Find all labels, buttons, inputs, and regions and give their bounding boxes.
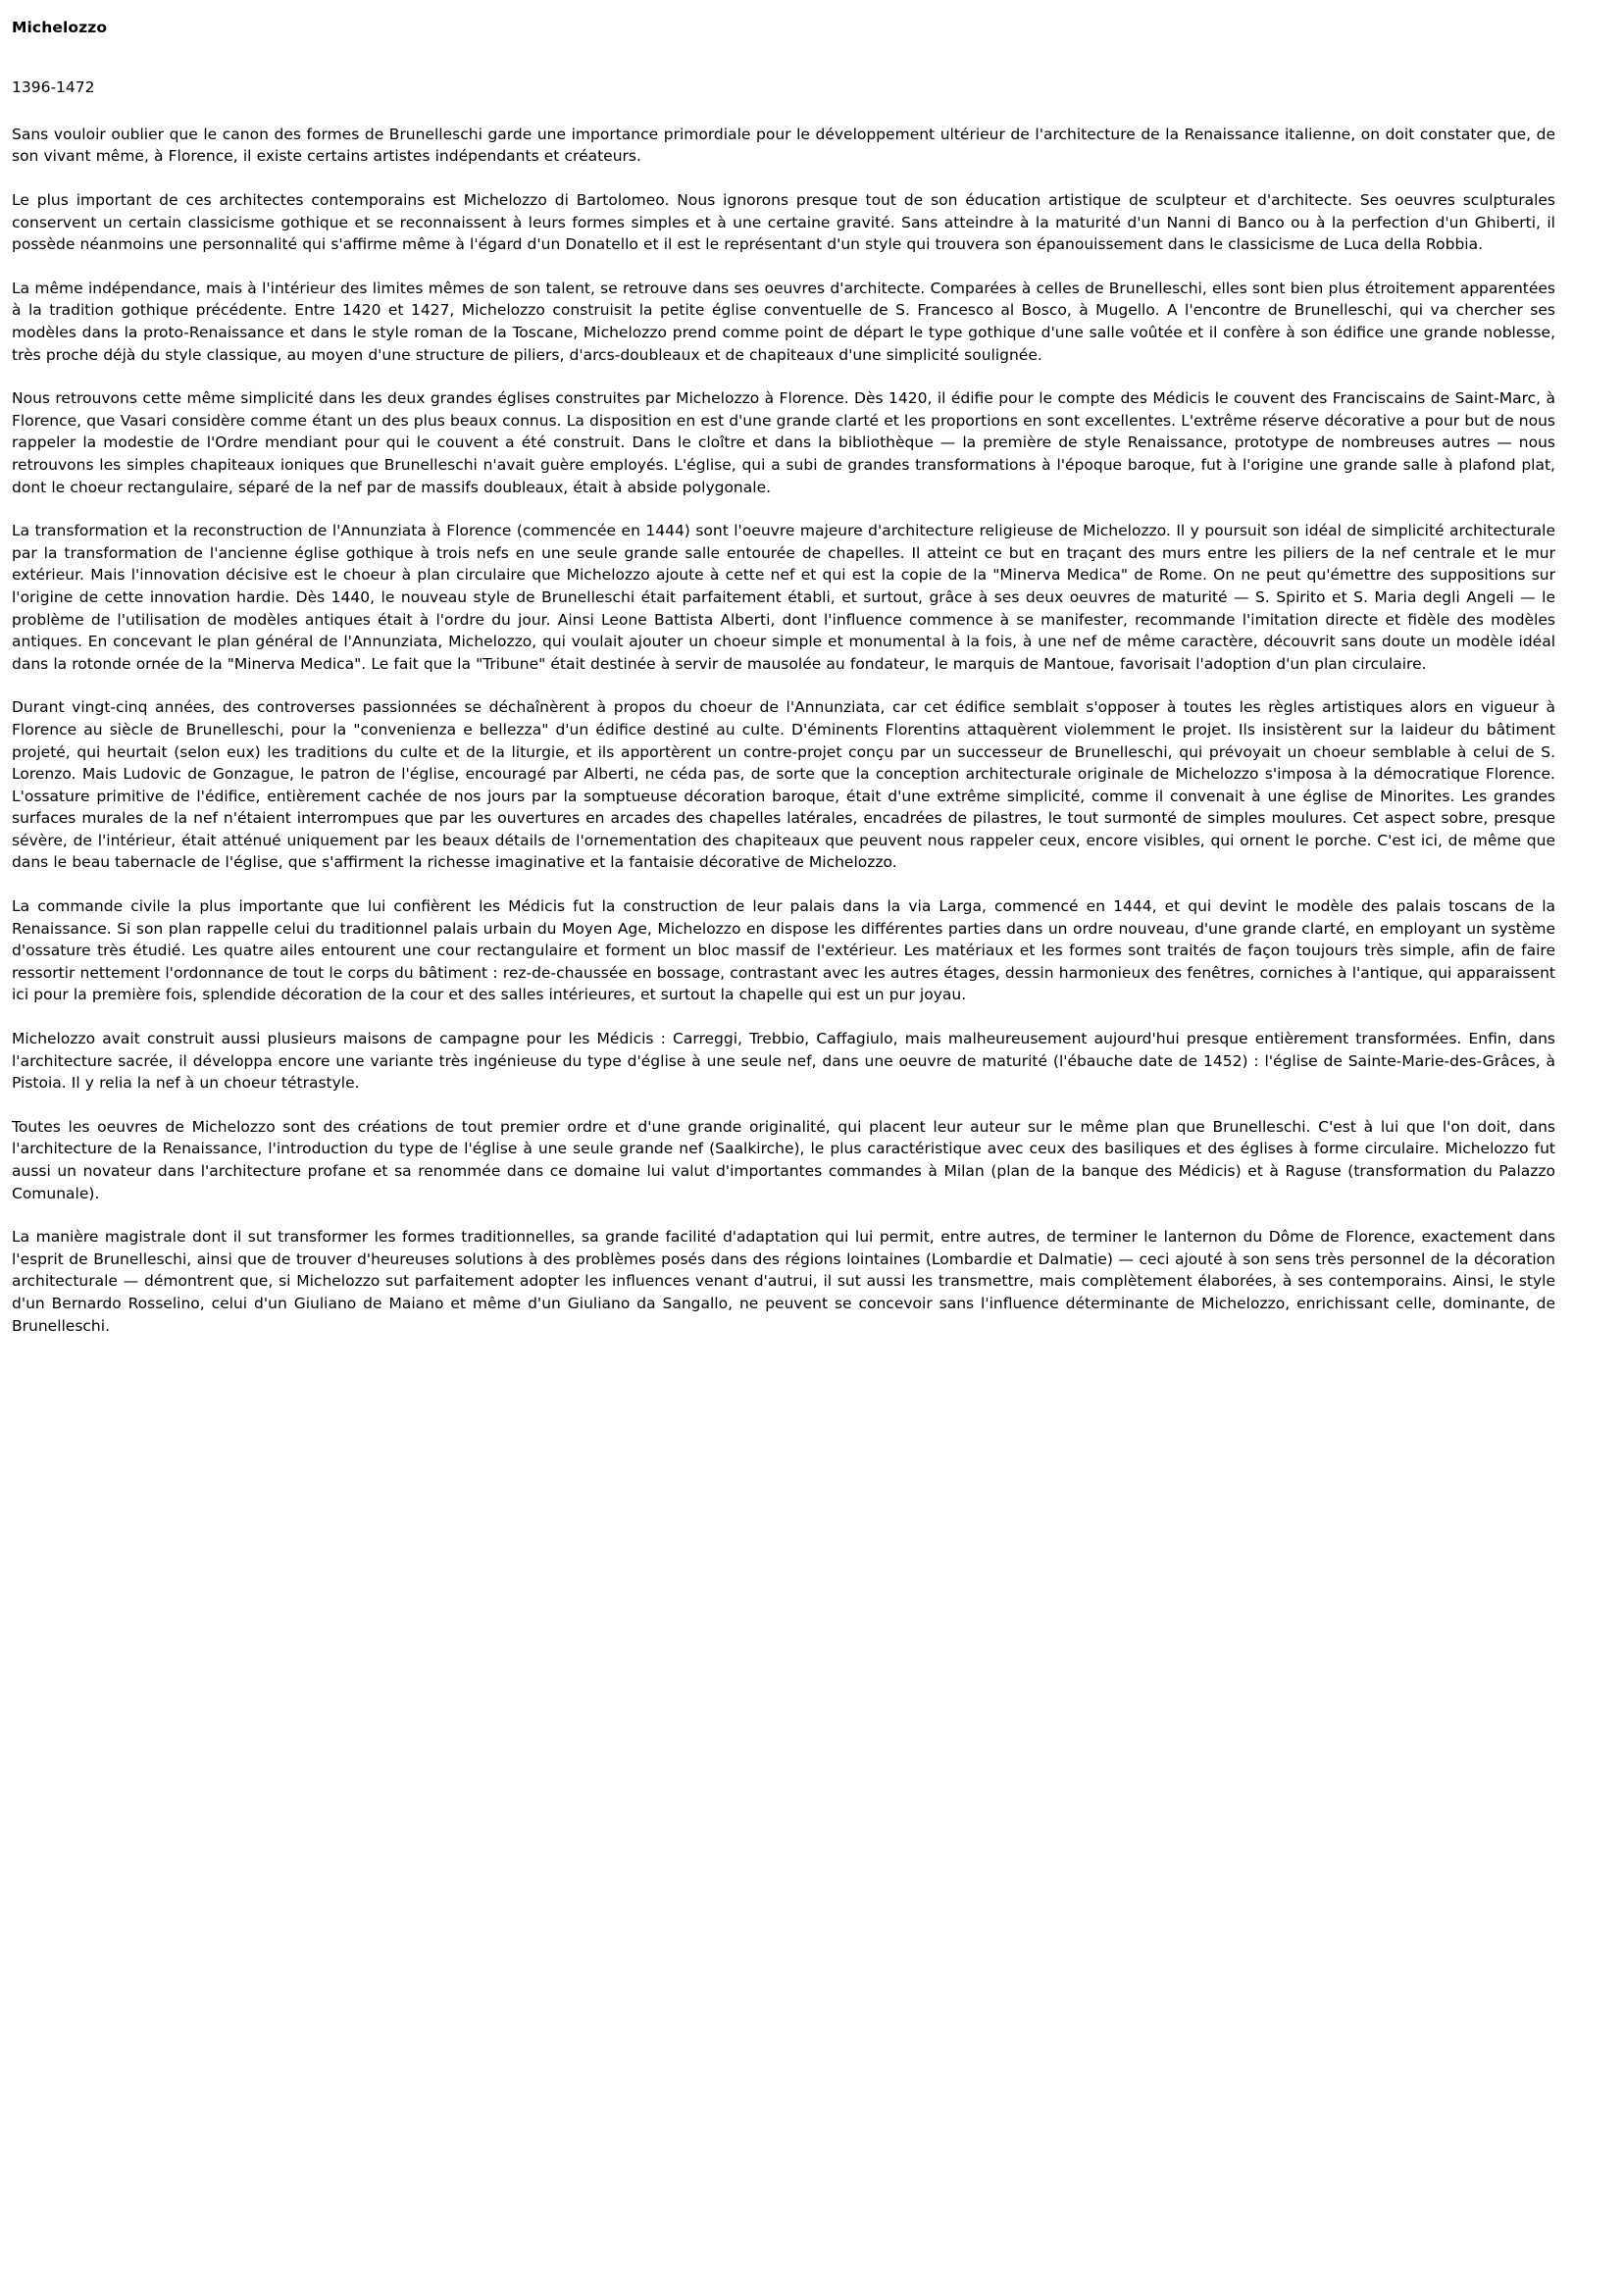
paragraph: Michelozzo avait construit aussi plusieurs maisons de campagne pour les Médicis : Carreggi, Trebbio, Caffagiulo, mais malheureusement aujourd'hui presque entièrement transformées. Enfin, dans l'architecture sacrée, il développa encore une variante très ingénieuse du type d'église à une seule nef, dans une oeuvre de maturité (l'ébauche date de 1452) : l'église de Sainte-Marie-des-Grâces, à Pistoia. Il y relia la nef à un choeur tétrastyle. <box>12 1030 1555 1093</box>
paragraph: La même indépendance, mais à l'intérieur des limites mêmes de son talent, se retrouve dans ses oeuvres d'architecte. Comparées à celles de Brunelleschi, elles sont bien plus étroitement apparentées à la tradition gothique précédente. Entre 1420 et 1427, Michelozzo construisit la petite église conventuelle de S. Francesco al Bosco, à Mugello. A l'encontre de Brunelleschi, qui va chercher ses modèles dans la proto-Renaissance et dans le style roman de la Toscane, Michelozzo prend comme point de départ le type gothique d'une salle voûtée et il confère à son édifice une grande noblesse, très proche déjà du style classique, au moyen d'une structure de piliers, d'arcs-doubleaux et de chapiteaux d'une simplicité soulignée. <box>12 279 1555 364</box>
document-body <box>12 124 1555 1337</box>
paragraph: La commande civile la plus importante que lui confièrent les Médicis fut la construction de leur palais dans la via Larga, commencé en 1444, et qui devint le modèle des palais toscans de la Renaissance. Si son plan rappelle celui du traditionnel palais urbain du Moyen Age, Michelozzo en dispose les différentes parties dans un ordre nouveau, d'une grande clarté, en employant un système d'ossature très étudié. Les quatre ailes entourent une cour rectangulaire et forment un bloc massif de l'extérieur. Les matériaux et les formes sont traités de façon toujours très simple, afin de faire ressortir nettement l'ordonnance de tout le corps du bâtiment : rez-de-chaussée en bossage, contrastant avec les autres étages, dessin harmonieux des fenêtres, corniches à l'antique, qui apparaissent ici pour la première fois, splendide décoration de la cour et des salles intérieures, et surtout la chapelle qui est un pur joyau. <box>12 897 1555 1004</box>
lifespan-dates: 1396-1472 <box>12 77 95 96</box>
paragraph: Sans vouloir oublier que le canon des formes de Brunelleschi garde une importance primordiale pour le développement ultérieur de l'architecture de la Renaissance italienne, on doit constater que, de son vivant même, à Florence, il existe certains artistes indépendants et créateurs. <box>12 125 1555 166</box>
paragraph: La manière magistrale dont il sut transformer les formes traditionnelles, sa grande facilité d'adaptation qui lui permit, entre autres, de terminer le lanternon du Dôme de Florence, exactement dans l'esprit de Brunelleschi, ainsi que de trouver d'heureuses solutions à des problèmes posés dans des régions lointaines (Lombardie et Dalmatie) — ceci ajouté à son sens très personnel de la décoration architecturale — démontrent que, si Michelozzo sut parfaitement adopter les influences venant d'autrui, il sut aussi les transmettre, mais complètement élaborées, à ses contemporains. Ainsi, le style d'un Bernardo Rosselino, celui d'un Giuliano de Maiano et même d'un Giuliano da Sangallo, ne peuvent se concevoir sans l'influence déterminante de Michelozzo, enrichissant celle, dominante, de Brunelleschi. <box>12 1228 1555 1335</box>
paragraph: Durant vingt-cinq années, des controverses passionnées se déchaînèrent à propos du choeur de l'Annunziata, car cet édifice semblait s'opposer à toutes les règles artistiques alors en vigueur à Florence au siècle de Brunelleschi, pour la "convenienza e bellezza" d'un édifice destiné au culte. D'éminents Florentins attaquèrent violemment le projet. Ils insistèrent sur la laideur du bâtiment projeté, qui heurtait (selon eux) les traditions du culte et de la liturgie, et ils apportèrent un contre-projet conçu par un successeur de Brunelleschi, qui prévoyait un choeur semblable à celui de S. Lorenzo. Mais Ludovic de Gonzague, le patron de l'église, encouragé par Alberti, ne céda pas, de sorte que la conception architecturale originale de Michelozzo s'imposa à la démocratique Florence. L'ossature primitive de l'édifice, entièrement cachée de nos jours par la somptueuse décoration baroque, était d'une extrême simplicité, comme il convenait à une église de Minorites. Les grandes surfaces murales de la nef n'étaient interrompues que par les ouvertures en arcades des chapelles latérales, encadrées de pilastres, le tout surmonté de simples moulures. Cet aspect sobre, presque sévère, de l'intérieur, était atténué uniquement par les beaux détails de l'ornementation des chapiteaux que peuvent nous rappeler ceux, encore visibles, qui ornent le porche. C'est ici, de même que dans le beau tabernacle de l'église, que s'affirment la richesse imaginative et la fantaisie décorative de Michelozzo. <box>12 698 1555 872</box>
paragraph: Nous retrouvons cette même simplicité dans les deux grandes églises construites par Michelozzo à Florence. Dès 1420, il édifie pour le compte des Médicis le couvent des Franciscains de Saint-Marc, à Florence, que Vasari considère comme étant un des plus beaux connus. La disposition en est d'une grande clarté et les proportions en sont excellentes. L'extrême réserve décorative a pour but de nous rappeler la modestie de l'Ordre mendiant pour qui le couvent a été construit. Dans le cloître et dans la bibliothèque — la première de style Renaissance, prototype de nombreuses autres — nous retrouvons les simples chapiteaux ioniques que Brunelleschi n'avait guère employés. L'église, qui a subi de grandes transformations à l'époque baroque, fut à l'origine une grande salle à plafond plat, dont le choeur rectangulaire, séparé de la nef par de massifs doubleaux, était à abside polygonale. <box>12 389 1555 496</box>
paragraph: La transformation et la reconstruction de l'Annunziata à Florence (commencée en 1444) sont l'oeuvre majeure d'architecture religieuse de Michelozzo. Il y poursuit son idéal de simplicité architecturale par la transformation de l'ancienne église gothique à trois nefs en une seule grande salle entourée de chapelles. Il atteint ce but en traçant des murs entre les piliers de la nef centrale et le mur extérieur. Mais l'innovation décisive est le choeur à plan circulaire que Michelozzo ajoute à cette nef et qui est la copie de la "Minerva Medica" de Rome. On ne peut qu'émettre des suppositions sur l'origine de cette innovation hardie. Dès 1440, le nouveau style de Brunelleschi était parfaitement établi, et surtout, grâce à ses deux oeuvres de maturité — S. Spirito et S. Maria degli Angeli — le problème de l'utilisation de modèles antiques était à l'ordre du jour. Ainsi Leone Battista Alberti, dont l'influence commence à se manifester, recommande l'imitation directe et fidèle des modèles antiques. En concevant le plan général de l'Annunziata, Michelozzo, qui voulait ajouter un choeur simple et monumental à la fois, à une nef de même caractère, découvrit sans doute un modèle idéal dans la rotonde ornée de la "Minerva Medica". Le fait que la "Tribune" était destinée à servir de mausolée au fondateur, le marquis de Mantoue, favorisait l'adoption d'un plan circulaire. <box>12 522 1555 673</box>
paragraph: Le plus important de ces architectes contemporains est Michelozzo di Bartolomeo. Nous ignorons presque tout de son éducation artistique de sculpteur et d'architecte. Ses oeuvres sculpturales conservent un certain classicisme gothique et se reconnaissent à leurs formes simples et à une certaine gravité. Sans atteindre à la maturité d'un Nanni di Banco ou à la perfection d'un Ghiberti, il possède néanmoins une personnalité qui s'affirme même à l'égard d'un Donatello et il est le représentant d'un style qui trouvera son épanouissement dans le classicisme de Luca della Robbia. <box>12 191 1555 254</box>
page-title: Michelozzo <box>12 19 108 36</box>
paragraph: Toutes les oeuvres de Michelozzo sont des créations de tout premier ordre et d'une grande originalité, qui placent leur auteur sur le même plan que Brunelleschi. C'est à lui que l'on doit, dans l'architecture de la Renaissance, l'introduction du type de l'église à une seule grande nef (Saalkirche), le plus caractéristique avec ceux des basiliques et des églises à forme circulaire. Michelozzo fut aussi un novateur dans l'architecture profane et sa renommée dans ce domaine lui valut d'importantes commandes à Milan (plan de la banque des Médicis) et à Raguse (transformation du Palazzo Comunale). <box>12 1117 1555 1202</box>
